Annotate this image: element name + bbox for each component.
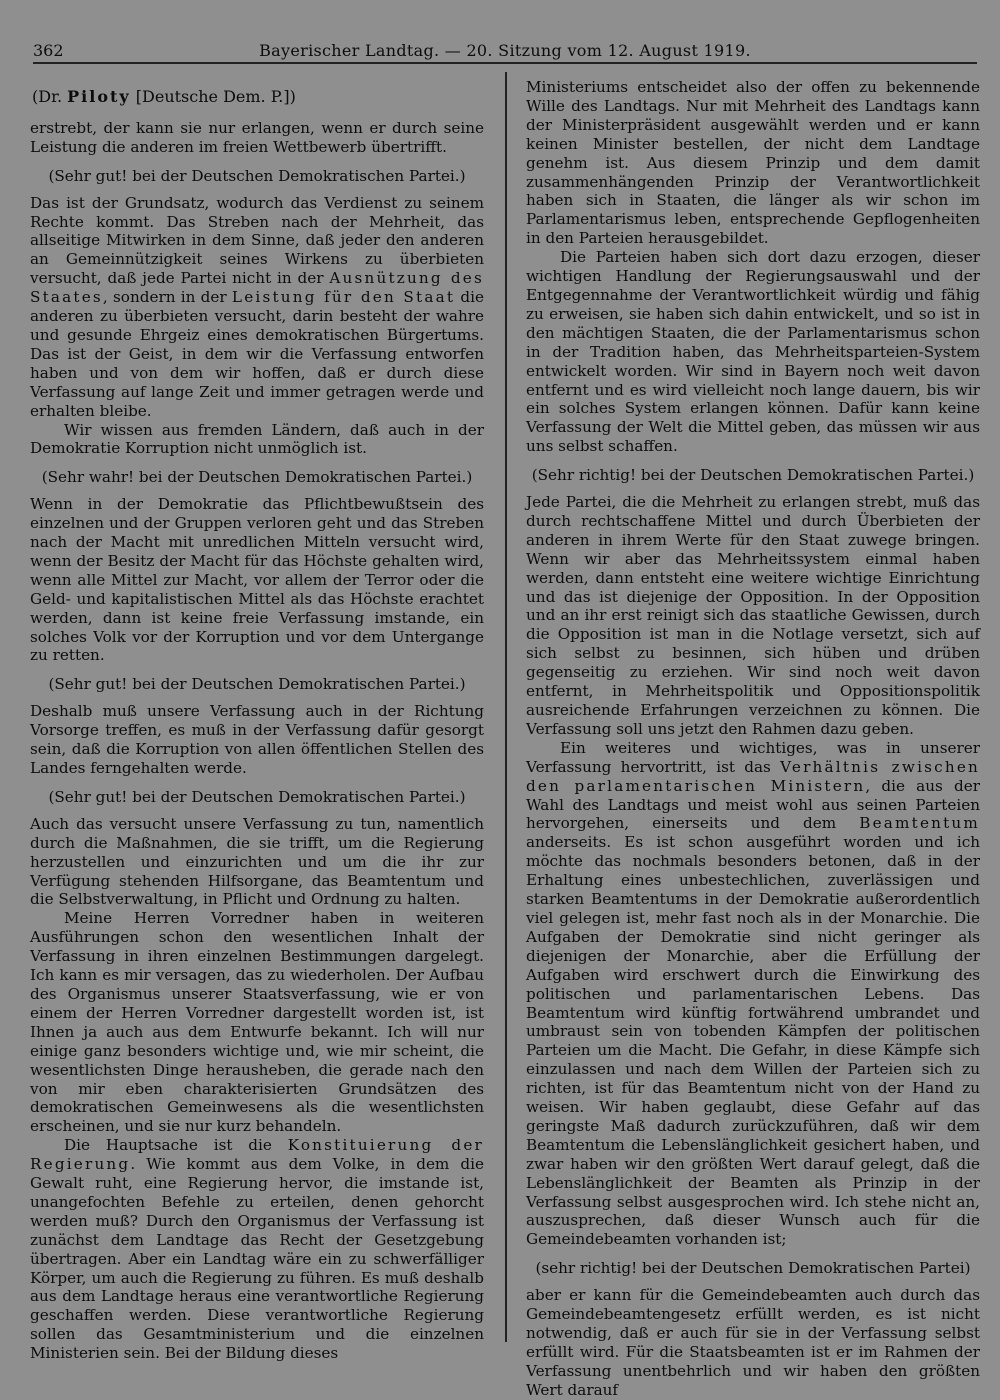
text-run: Das ist der Grundsatz, wodurch das Verdienst zu seinem Rechte kommt. Das Streben nach der Mehrheit, das allseitige Mitwirken in dem Sinne, daß jeder den anderen an Gemeinnützigkeit seines Wirkens zu überbieten versucht, daß jede Partei nicht in der — [30, 193, 484, 288]
spaced-emphasis: Verhältnis zwischen den parlamentarischen Ministern — [526, 757, 980, 795]
text-run: anderseits. Es ist schon ausgeführt worden und ich möchte das nochmals besonders betonen, daß in der Erhaltung eines unbestechlichen, zuverlässigen und starken Beamtentums in der Demokratie außerordentlich viel gelegen ist, mehr fast noch als in der Monarchie. Die Aufgaben der Demokratie sind nicht geringer als diejenigen der Monarchie, aber die Erfüllung der Aufgaben wird erschwert durch die Einwirkung des politischen und parlamentarischen Lebens. Das Beamtentum wird künftig fortwährend umbrandet und umbraust sein von tobenden Kämpfen der politischen Parteien um die Macht. Die Gefahr, in diese Kämpfe sich einzulassen und nach dem Willen der Parteien sich zu richten, ist für das Beamtentum nicht von der Hand zu weisen. Wir haben geglaubt, diese Gefahr auf das geringste Maß dadurch zurückzuführen, daß wir dem Beamtentum die Lebenslänglichkeit gesichert haben, und zwar haben wir den größten Wert darauf gelegt, daß die Lebenslänglichkeit der Beamten als Prinzip in der Verfassung selbst ausgesprochen wird. Ich stehe nicht an, auszusprechen, daß dieser Wunsch auch für die Gemeindebeamten vorhanden ist; — [526, 833, 980, 1249]
paragraph: Deshalb muß unsere Verfassung auch in der Richtung Vorsorge treffen, es muß in der Verfassung dafür gesorgt sein, daß die Korruption von allen öffentlichen Stellen des Landes ferngehalten werde. — [30, 702, 484, 777]
paragraph: erstrebt, der kann sie nur erlangen, wenn er durch seine Leistung die anderen im freien Wettbewerb übertrifft. — [30, 118, 484, 156]
text-run: Ein weiteres und wichtiges, was in unserer Verfassung hervortritt, ist das — [526, 738, 980, 776]
column-divider — [505, 72, 507, 1342]
interjection: (Sehr gut! bei der Deutschen Demokratischen Partei.) — [48, 787, 466, 806]
left-column — [30, 86, 484, 1363]
page-header — [33, 40, 977, 64]
text-run: , die aus der Wahl des Landtags und meist wohl aus seinen Parteien hervorgehen, einerseits und dem — [526, 776, 980, 833]
text-run: . Wie kommt aus dem Volke, in dem die Gewalt ruht, eine Regierung hervor, die imstande ist, unangefochten Befehle zu erteilen, denen gehorcht werden muß? Durch den Organismus der Verfassung ist zunächst dem Landtage das Recht der Gesetzgebung übertragen. Aber ein Landtag wäre ein zu schwerfälliger Körper, um auch die Regierung zu führen. Es muß deshalb aus dem Landtage heraus eine verantwortliche Regierung geschaffen werden. Diese verantwortliche Regierung sollen das Gesamtministerium und die einzelnen Ministerien sein. Bei der Bildung dieses — [30, 1155, 484, 1363]
paragraph: Auch das versucht unsere Verfassung zu tun, namentlich durch die Maßnahmen, die sie trifft, um die Regierung herzustellen und einzurichten und um die ihr zur Verfügung stehenden Hilfsorgane, das Beamtentum und die Selbstverwaltung, in Pflicht und Ordnung zu halten. — [30, 814, 484, 909]
paragraph: aber er kann für die Gemeindebeamten auch durch das Gemeindebeamtengesetz erfüllt werden, es ist nicht notwendig, daß er auch für sie in der Verfassung selbst erfüllt wird. Für die Staatsbeamten ist er im Rahmen der Verfassung unentbehrlich und wir haben den größten Wert darauf — [526, 1286, 980, 1399]
text-run: die anderen zu überbieten versucht, darin besteht der wahre und gesunde Ehrgeiz eines demokratischen Bürgertums. Das ist der Geist, in dem wir die Verfassung entworfen haben und von dem wir hoffen, daß er durch diese Verfassung auf lange Zeit und immer getragen werde und erhalten bleibe. — [30, 288, 484, 420]
speaker-open: (Dr. — [32, 87, 68, 106]
running-title: Bayerischer Landtag. — 20. Sitzung vom 12. August 1919. — [259, 41, 751, 60]
paragraph: Wir wissen aus fremden Ländern, daß auch in der Demokratie Korruption nicht unmöglich ist. — [30, 420, 484, 458]
speaker-party: [Deutsche Dem. P.]) — [130, 87, 296, 106]
interjection: (Sehr wahr! bei der Deutschen Demokratischen Partei.) — [41, 468, 473, 487]
paragraph — [30, 194, 484, 421]
text-run: , sondern in der — [102, 288, 232, 307]
page-number: 362 — [33, 41, 64, 60]
paragraph — [30, 1136, 484, 1363]
text-run: Die Hauptsache ist die — [64, 1136, 288, 1155]
right-column — [526, 78, 980, 1400]
spaced-emphasis: Ausnützung des Staates — [30, 269, 484, 307]
spaced-emphasis: Konstituierung der Regierung — [30, 1136, 484, 1174]
paragraph: Meine Herren Vorredner haben in weiteren Ausführungen schon den wesentlichen Inhalt der Verfassung in ihren einzelnen Bestimmungen dargelegt. Ich kann es mir versagen, das zu wiederholen. Der Aufbau des Organismus unserer Staatsverfassung, wie er von einem der Herren Vorredner dargestellt worden ist, ist Ihnen ja auch aus dem Entwurfe bekannt. Ich will nur einige ganz besonders wichtige und, wie mir scheint, die wesentlichsten Dinge herausheben, die gerade nach den von mir eben charakterisierten Grundsätzen des demokratischen Gemeinwesens als die wesentlichsten erscheinen, und sie nur kurz behandeln. — [30, 909, 484, 1136]
speaker-name: Piloty — [67, 87, 131, 106]
interjection: (sehr richtig! bei der Deutschen Demokratischen Partei) — [535, 1259, 971, 1278]
paragraph: Die Parteien haben sich dort dazu erzogen, dieser wichtigen Handlung der Regierungsauswahl und der Entgegennahme der Verantwortlichkeit würdig und fähig zu erweisen, sie haben sich dahin entwickelt, und so ist in den mächtigen Staaten, die der Parlamentarismus schon in der Tradition haben, das Mehrheitsparteien-System entwickelt worden. Wir sind in Bayern noch weit davon entfernt und es wird vielleicht noch lange dauern, bis wir ein solches System erlangen können. Dafür kann keine Verfassung der Welt die Mittel geben, das müssen wir aus uns selbst schaffen. — [526, 248, 980, 456]
interjection: (Sehr gut! bei der Deutschen Demokratischen Partei.) — [48, 166, 466, 185]
paragraph: Jede Partei, die die Mehrheit zu erlangen strebt, muß das durch rechtschaffene Mittel und durch Überbieten der anderen in ihrem Werte für den Staat zuwege bringen. Wenn wir aber das Mehrheitssystem einmal haben werden, dann entsteht eine weitere wichtige Einrichtung und das ist diejenige der Opposition. In der Opposition und an ihr erst reinigt sich das staatliche Gewissen, durch die Opposition ist man in die Notlage versetzt, sich auf sich selbst zu besinnen, sich hüben und drüben gegenseitig zu erziehen. Wir sind noch weit davon entfernt, in Mehrheitspolitik und Oppositionspolitik ausreichende Erfahrungen verzeichnen zu können. Die Verfassung soll uns jetzt den Rahmen dazu geben. — [526, 493, 980, 738]
spaced-emphasis: Leistung für den Staat — [231, 288, 456, 307]
paragraph: Ministeriums entscheidet also der offen zu bekennende Wille des Landtags. Nur mit Mehrheit des Landtags kann der Ministerpräsident ausgewählt werden und er kann keinen Minister bestellen, der nicht dem Landtage genehm ist. Aus diesem Prinzip und dem damit zusammenhängenden Prinzip der Verantwortlichkeit haben sich in Staaten, die länger als wir schon im Parlamentarismus leben, entsprechende Gepflogenheiten in den Parteien herausgebildet. — [526, 78, 980, 248]
paragraph: Wenn in der Demokratie das Pflichtbewußtsein des einzelnen und der Gruppen verloren geht und das Streben nach der Macht mit unredlichen Mitteln versucht wird, wenn der Besitz der Macht für das Höchste gehalten wird, wenn alle Mittel zur Macht, vor allem der Terror oder die Geld- und kapitalistischen Mittel als das Höchste erachtet werden, dann ist keine freie Verfassung imstande, ein solches Volk vor der Korruption und vor dem Untergange zu retten. — [30, 495, 484, 665]
interjection: (Sehr gut! bei der Deutschen Demokratischen Partei.) — [48, 675, 466, 694]
spaced-emphasis: Beamtentum — [859, 814, 980, 833]
speaker-line — [32, 88, 484, 107]
interjection: (Sehr richtig! bei der Deutschen Demokratischen Partei.) — [531, 466, 975, 485]
paragraph — [526, 739, 980, 1249]
